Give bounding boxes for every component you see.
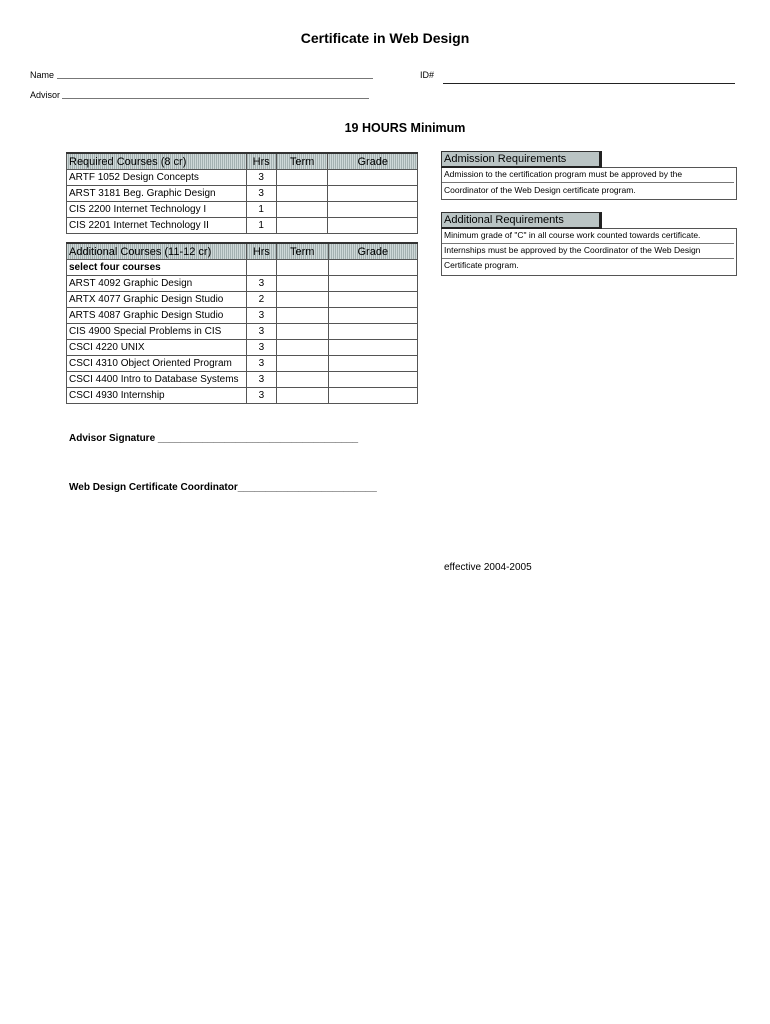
table-row: [67, 218, 418, 234]
term-cell[interactable]: [276, 324, 328, 340]
term-cell[interactable]: [276, 170, 328, 186]
course-hrs: 3: [246, 372, 276, 388]
table-row: [67, 260, 418, 276]
hrs-header: Hrs: [246, 153, 276, 170]
required-courses-header: [67, 153, 418, 170]
table-row: [67, 202, 418, 218]
select-note: select four courses: [67, 260, 247, 276]
course-hrs: 2: [246, 292, 276, 308]
grade-cell[interactable]: [328, 356, 417, 372]
grade-header: Grade: [328, 153, 418, 170]
page-title: Certificate in Web Design: [300, 30, 470, 46]
course-name: CSCI 4400 Intro to Database Systems: [67, 372, 247, 388]
grade-cell[interactable]: [328, 276, 417, 292]
term-cell[interactable]: [276, 388, 328, 404]
term-header: Term: [276, 153, 328, 170]
course-hrs: 3: [246, 340, 276, 356]
table-row: [67, 388, 418, 404]
course-name: ARTF 1052 Design Concepts: [67, 170, 247, 186]
course-hrs: 3: [246, 308, 276, 324]
grade-cell[interactable]: [328, 324, 417, 340]
additional-requirement-line: Internships must be approved by the Coordinator of the Web Design: [442, 245, 734, 259]
effective-date: effective 2004-2005: [444, 562, 532, 573]
course-name: ARST 3181 Beg. Graphic Design: [67, 186, 247, 202]
course-hrs: 3: [246, 170, 276, 186]
course-hrs: 1: [246, 202, 276, 218]
course-name: ARTX 4077 Graphic Design Studio: [67, 292, 247, 308]
grade-cell[interactable]: [328, 372, 417, 388]
required-courses-header-label: Required Courses (8 cr): [67, 153, 247, 170]
table-row: [67, 276, 418, 292]
table-row: [67, 340, 418, 356]
admission-requirements-header: Admission Requirements: [441, 151, 602, 168]
admission-line: Coordinator of the Web Design certificate program.: [444, 185, 636, 195]
grade-cell[interactable]: [328, 340, 417, 356]
course-name: CSCI 4930 Internship: [67, 388, 247, 404]
term-cell[interactable]: [276, 356, 328, 372]
term-cell[interactable]: [276, 292, 328, 308]
additional-requirement-line: Certificate program.: [444, 260, 519, 270]
table-row: [67, 372, 418, 388]
course-hrs: 3: [246, 388, 276, 404]
grade-cell[interactable]: [328, 292, 417, 308]
table-row: [67, 170, 418, 186]
course-name: ARST 4092 Graphic Design: [67, 276, 247, 292]
table-row: [67, 356, 418, 372]
advisor-label: Advisor: [30, 90, 61, 100]
grade-cell[interactable]: [328, 388, 417, 404]
admission-line: Admission to the certification program must be approved by the: [442, 169, 734, 183]
grade-header: Grade: [328, 243, 417, 260]
id-label: ID#: [420, 70, 435, 80]
term-cell[interactable]: [276, 340, 328, 356]
table-row: [67, 324, 418, 340]
table-row: [67, 292, 418, 308]
required-courses-table: [66, 152, 418, 234]
term-cell[interactable]: [276, 308, 328, 324]
name-field[interactable]: [57, 78, 373, 79]
grade-cell[interactable]: [328, 186, 418, 202]
name-label: Name: [30, 70, 55, 80]
grade-cell[interactable]: [328, 202, 418, 218]
hrs-header: Hrs: [246, 243, 276, 260]
advisor-signature-line[interactable]: Advisor Signature ____________________________________: [69, 433, 359, 444]
grade-cell[interactable]: [328, 170, 418, 186]
course-name: CIS 4900 Special Problems in CIS: [67, 324, 247, 340]
term-cell[interactable]: [276, 372, 328, 388]
table-row: [67, 308, 418, 324]
course-hrs: 3: [246, 276, 276, 292]
course-name: CIS 2200 Internet Technology I: [67, 202, 247, 218]
additional-requirements-header: Additional Requirements: [441, 212, 602, 229]
course-name: ARTS 4087 Graphic Design Studio: [67, 308, 247, 324]
additional-courses-header: [67, 243, 418, 260]
course-name: CSCI 4220 UNIX: [67, 340, 247, 356]
course-hrs: 3: [246, 356, 276, 372]
grade-cell[interactable]: [328, 308, 417, 324]
course-hrs: 1: [246, 218, 276, 234]
term-cell[interactable]: [276, 202, 328, 218]
additional-courses-table: [66, 242, 418, 404]
course-name: CIS 2201 Internet Technology II: [67, 218, 247, 234]
coordinator-signature-line[interactable]: Web Design Certificate Coordinator_________________________: [69, 482, 377, 493]
table-row: [67, 186, 418, 202]
id-field[interactable]: [443, 83, 735, 84]
term-cell[interactable]: [276, 276, 328, 292]
term-cell[interactable]: [276, 186, 328, 202]
course-hrs: 3: [246, 324, 276, 340]
advisor-field[interactable]: [62, 98, 369, 99]
term-cell[interactable]: [276, 218, 328, 234]
course-name: CSCI 4310 Object Oriented Program: [67, 356, 247, 372]
grade-cell[interactable]: [328, 218, 418, 234]
additional-courses-header-label: Additional Courses (11-12 cr): [67, 243, 247, 260]
additional-requirement-line: Minimum grade of "C" in all course work counted towards certificate.: [442, 230, 734, 244]
course-hrs: 3: [246, 186, 276, 202]
term-header: Term: [276, 243, 328, 260]
minimum-hours: 19 HOURS Minimum: [344, 121, 466, 135]
